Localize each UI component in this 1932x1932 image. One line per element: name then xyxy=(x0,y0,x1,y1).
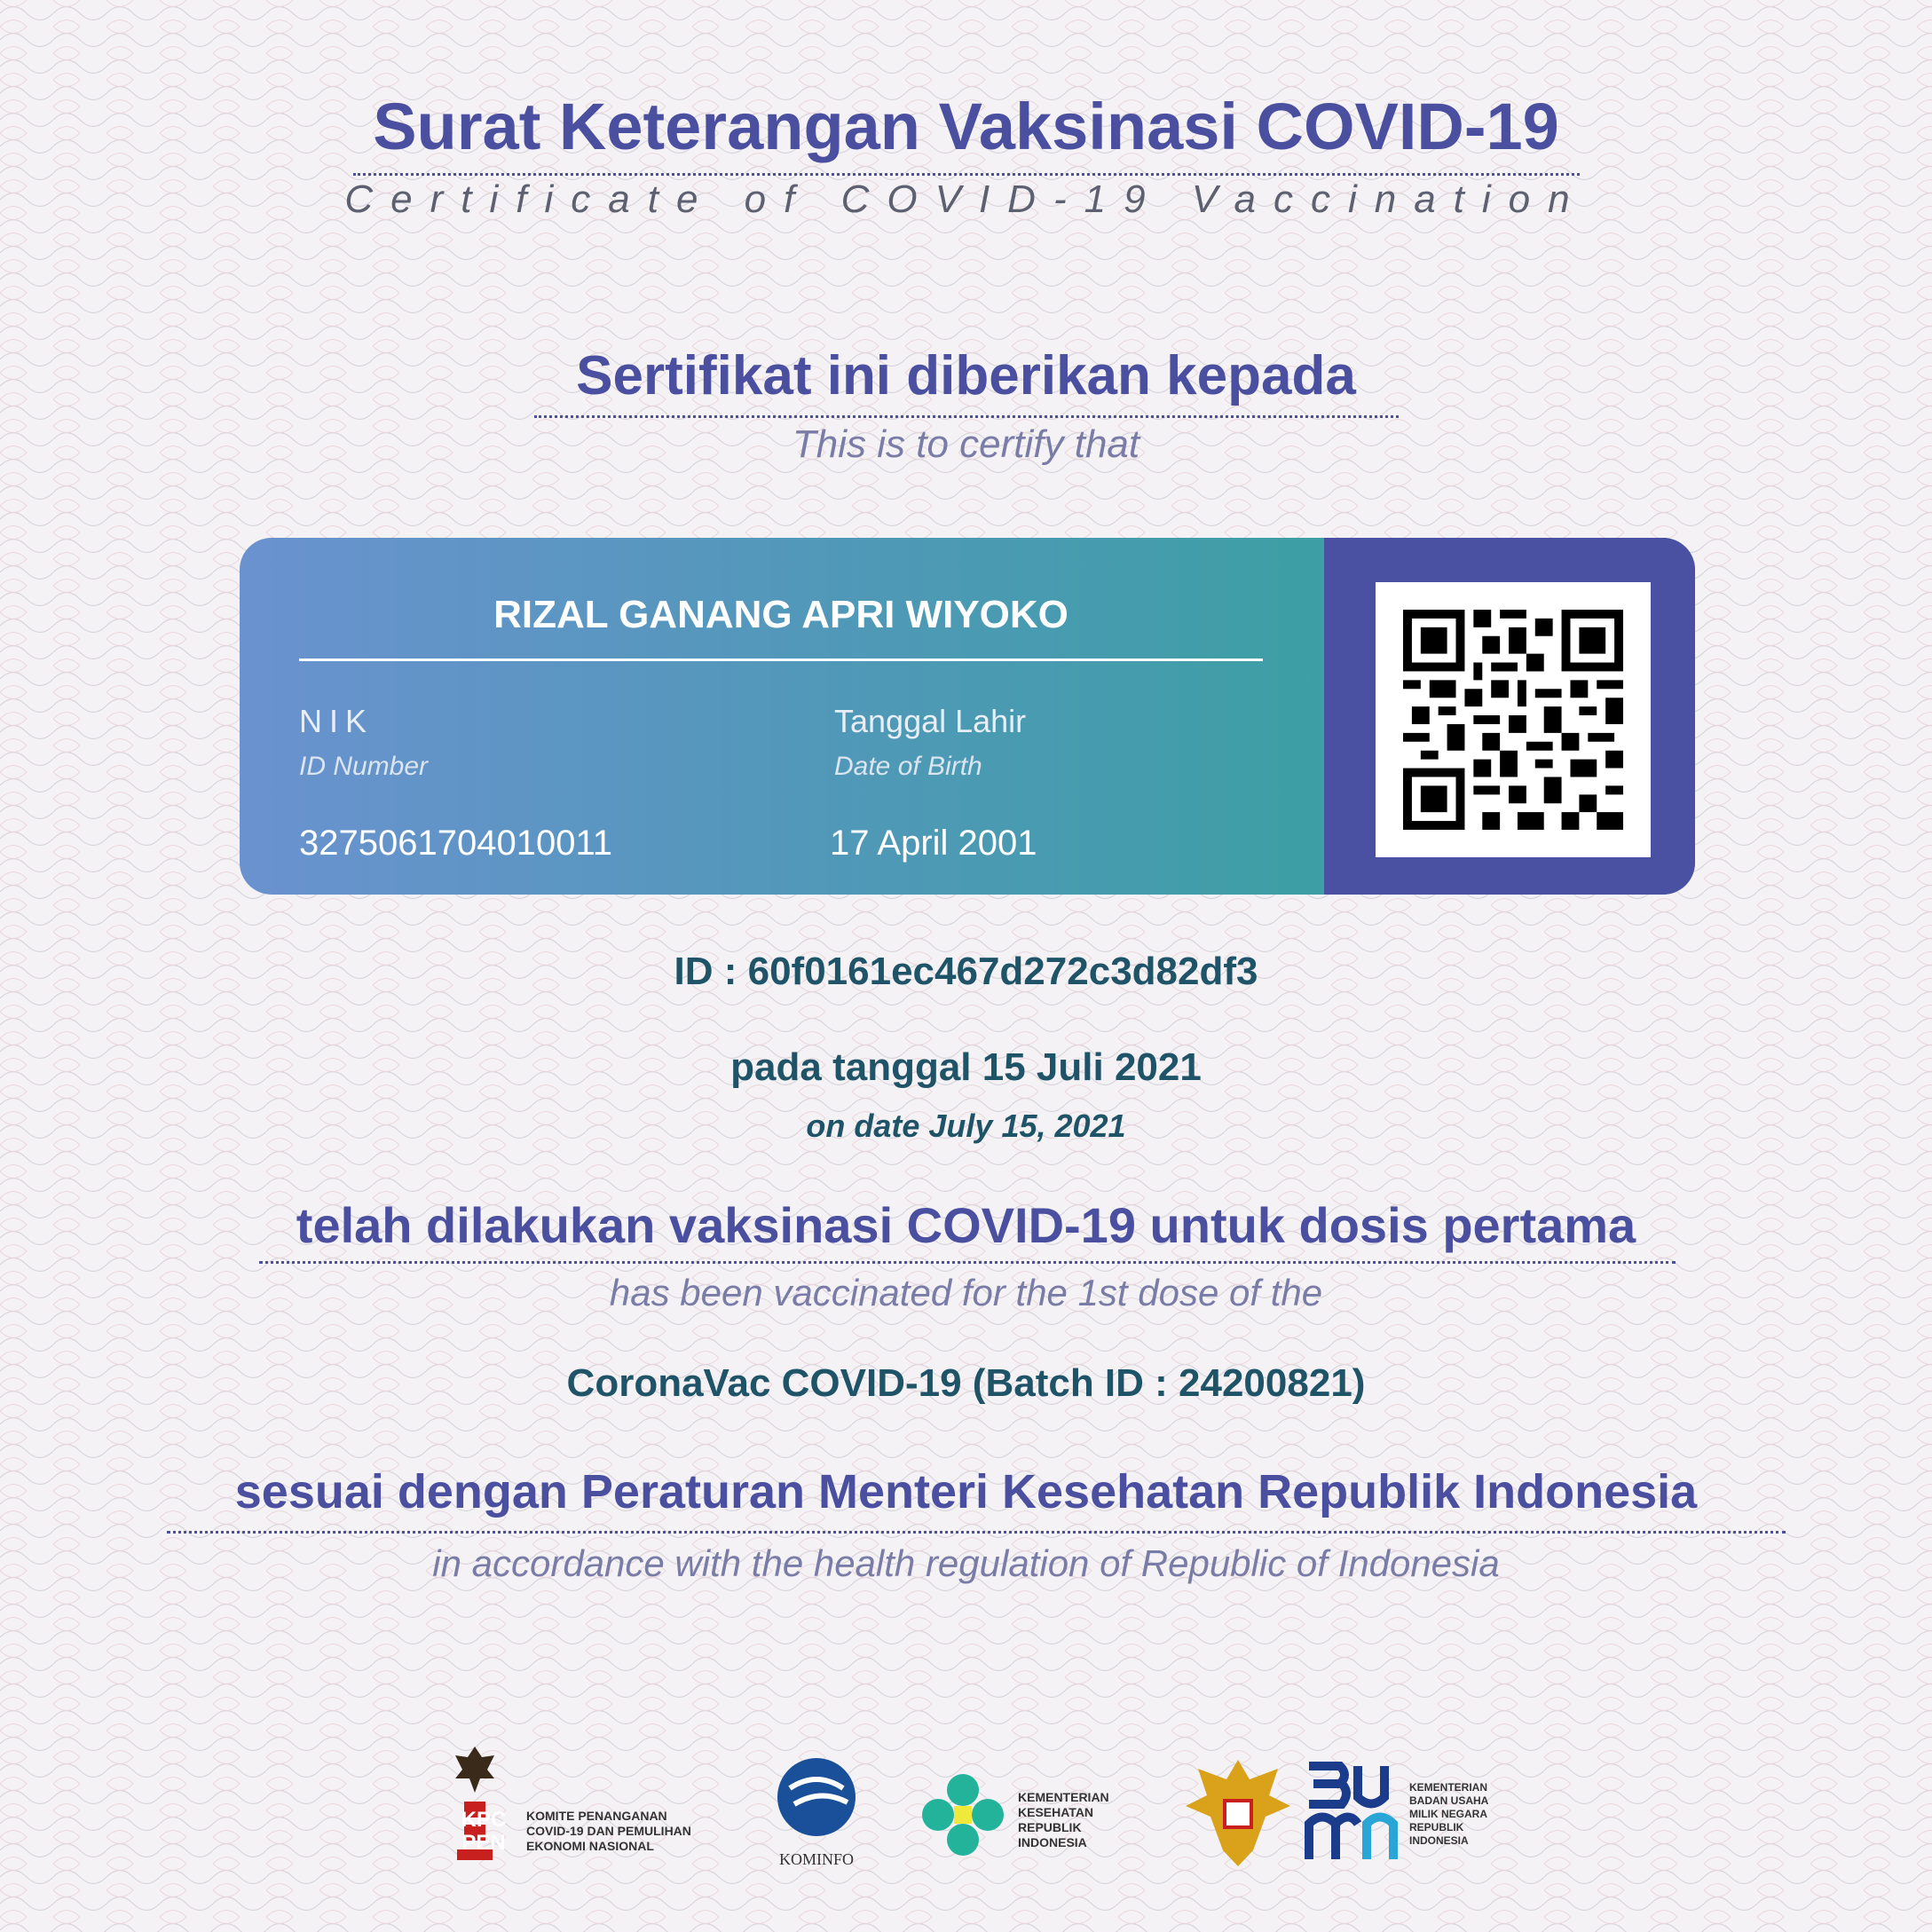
nik-label: NIK xyxy=(299,703,375,739)
certify-subheading: This is to certify that xyxy=(792,422,1140,466)
name-underline xyxy=(299,658,1263,661)
kominfo-globe-icon xyxy=(772,1753,861,1841)
title-english: Certificate of COVID-19 Vaccination xyxy=(344,177,1588,221)
svg-text:PEN: PEN xyxy=(461,1831,506,1855)
nik-value: 3275061704010011 xyxy=(299,824,612,863)
regulation-statement: sesuai dengan Peraturan Menteri Kesehatan Republik Indonesia xyxy=(234,1465,1698,1518)
title-indonesian: Surat Keterangan Vaksinasi COVID-19 xyxy=(373,90,1559,163)
qr-code xyxy=(1376,582,1651,857)
qr-code-icon xyxy=(1376,582,1651,857)
dob-label-english: Date of Birth xyxy=(834,752,982,781)
certify-heading: Sertifikat ini diberikan kepada xyxy=(576,345,1356,406)
certificate-id: ID : 60f0161ec467d272c3d82df3 xyxy=(674,950,1258,993)
kemenkes-logo xyxy=(919,1770,1123,1868)
kominfo-text: KOMINFO xyxy=(778,1850,854,1868)
nik-label-english: ID Number xyxy=(299,752,429,781)
garuda-pancasila-icon xyxy=(1180,1753,1296,1877)
dob-label: Tanggal Lahir xyxy=(834,703,1027,739)
dose-statement-english: has been vaccinated for the 1st dose of the xyxy=(609,1272,1323,1313)
vaccine-name: CoronaVac COVID-19 (Batch ID : 24200821) xyxy=(566,1361,1366,1405)
regulation-divider xyxy=(167,1531,1786,1534)
regulation-statement-english: in accordance with the health regulation of Republic of Indonesia xyxy=(432,1542,1500,1584)
kemenkes-text: KEMENTERIAN KESEHATAN REPUBLIK INDONESIA xyxy=(1018,1790,1109,1849)
certify-divider xyxy=(534,415,1399,418)
kpcpen-letters-icon xyxy=(448,1802,519,1873)
kpcpen-text: KOMITE PENANGANAN COVID-19 DAN PEMULIHAN EKONOMI NASIONAL xyxy=(526,1809,691,1853)
dose-statement: telah dilakukan vaksinasi COVID-19 untuk dosis pertama xyxy=(296,1197,1636,1253)
bumn-logo xyxy=(1180,1753,1509,1886)
bumn-mark-icon xyxy=(1305,1762,1402,1868)
kemenkes-cross-icon xyxy=(919,1770,1007,1859)
dose-divider xyxy=(259,1261,1676,1264)
bumn-text: KEMENTERIAN BADAN USAHA MILIK NEGARA REPUBLIK INDONESIA xyxy=(1409,1781,1488,1847)
holder-name: RIZAL GANANG APRI WIYOKO xyxy=(493,593,1069,636)
vaccination-date: pada tanggal 15 Juli 2021 xyxy=(730,1045,1202,1089)
kominfo-logo xyxy=(763,1753,870,1877)
vaccination-date-english: on date July 15, 2021 xyxy=(806,1108,1126,1144)
svg-text:KPC: KPC xyxy=(461,1808,507,1832)
title-divider xyxy=(353,173,1580,176)
dob-value: 17 April 2001 xyxy=(830,824,1037,863)
